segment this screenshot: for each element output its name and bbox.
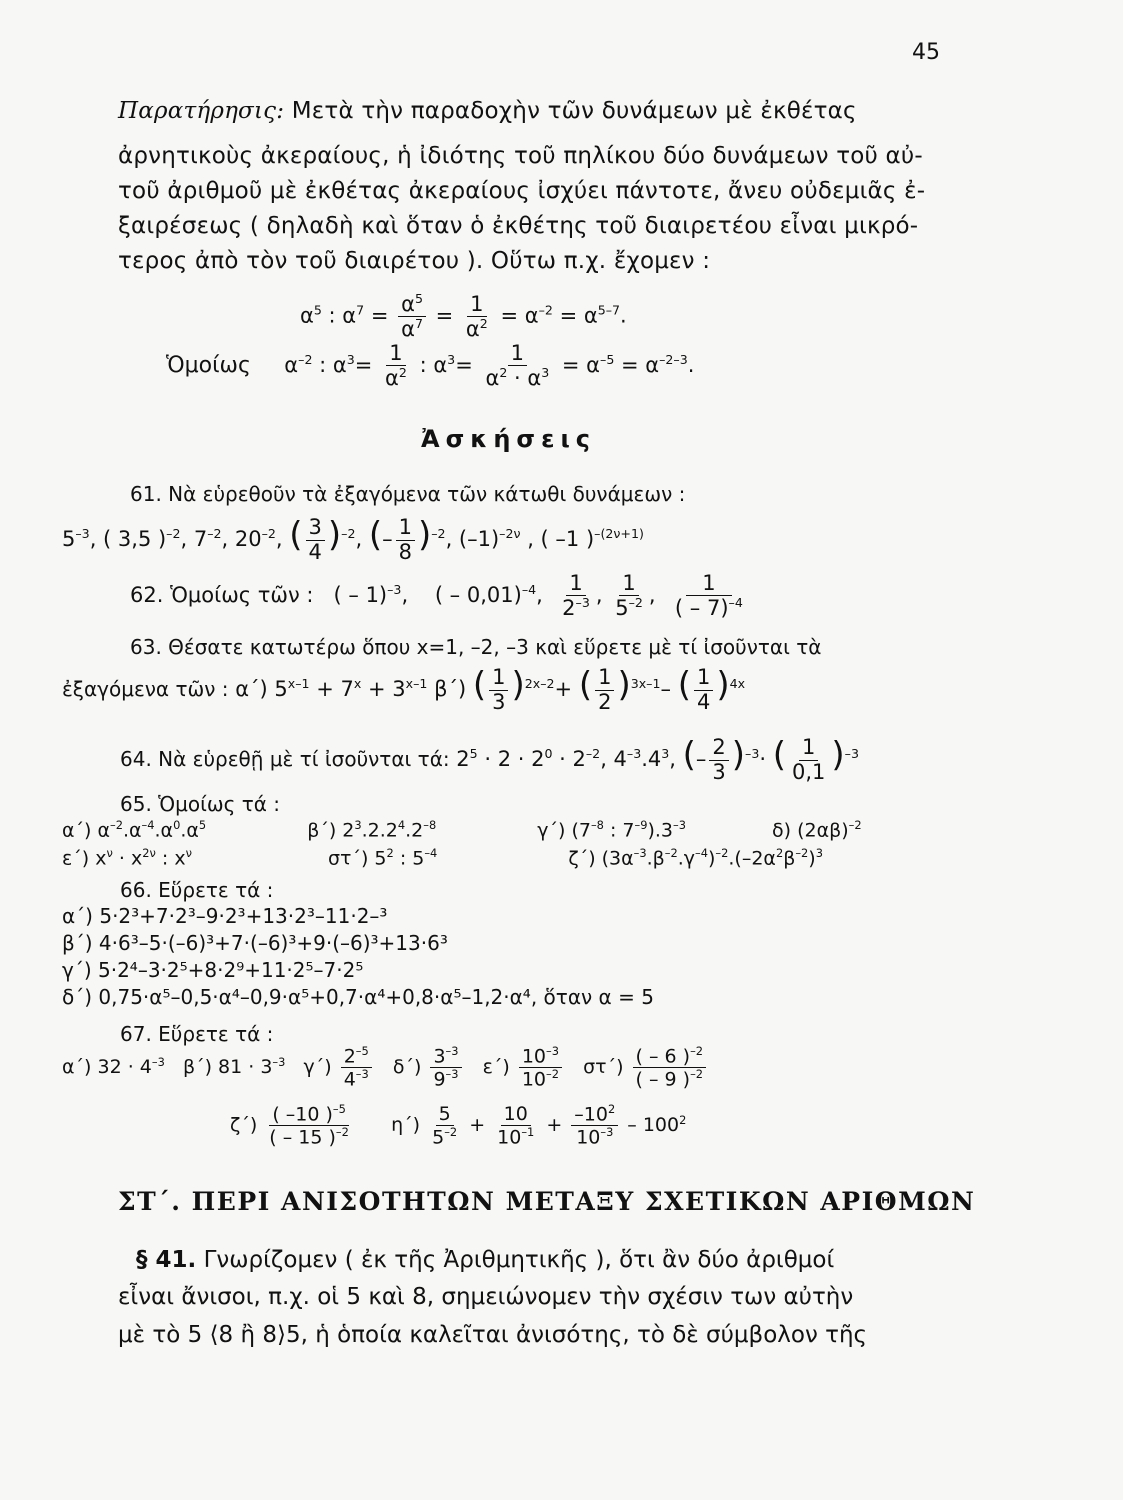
page-number: 45: [912, 40, 940, 65]
exercise-63: 63. Θέσατε κατωτέρω ὅπου x=1, –2, –3 καὶ εὕρετε μὲ τί ἰσοῦνται τὰ: [130, 635, 822, 659]
exercise-67: 67. Εὕρετε τά :: [120, 1022, 274, 1046]
remark-label: Παρατήρησις:: [118, 98, 285, 124]
exercise-62-label: 62. Ὁμοίως τῶν :: [130, 583, 314, 608]
intro-line-5: τερος ἀπὸ τὸν τοῦ διαιρέτου ). Οὕτω π.χ. ἔχομεν :: [118, 248, 711, 274]
exercise-67-row-2: ζ΄) $\frac{( -10 )^{-5}}{( - 15 )^{-2}}$ η΄) $\frac{5}{5^{-2}}$ + $\frac{10}{10^{-1}}$ + $\frac{-10^2}{10^{-3}}$ – $100^2$: [230, 1102, 687, 1149]
exercise-61: 61. Νὰ εὑρεθοῦν τὰ ἐξαγόμενα τῶν κάτωθι δυνάμεων :: [130, 482, 686, 506]
formula-quotient-2: Ὁμοίως $\alpha^{-2}$ : $\alpha^3=$ $\frac{1}{\alpha^2}$ : $\alpha^3=$ $\frac{1}{\alpha^2 \cdot \alpha^3}$ = $\alpha^{-5} = \alpha^{-2-3}$.: [166, 341, 695, 391]
exercise-62: 62. Ὁμοίως τῶν : ( – 1)$^{-3}$, ( – 0,01)$^{-4}$, $\frac{1}{2^{-3}}$ , $\frac{1}{5^{-2}}$ , $\frac{1}{( - 7)^{-4}}$: [130, 571, 743, 621]
exercise-67-row-1: α΄) $32 \cdot 4^{-3}$ β΄) $81 \cdot 3^{-3}$ γ΄) $\frac{2^{-5}}{4^{-3}}$ δ΄) $\frac{3^{-3}}{9^{-3}}$ ε΄) $\frac{10^{-3}}{10^{-2}}$ στ΄) $\frac{( - 6 )^{-2}}{( - 9 )^{-2}}$: [62, 1045, 709, 1090]
intro-line-2: ἀρνητικοὺς ἀκεραίους, ἡ ἰδιότης τοῦ πηλίκου δύο δυνάμεων τοῦ αὐ-: [118, 143, 923, 169]
exercise-65-row-1: α΄) $\alpha^{-2}.\alpha^{-4}.\alpha^0.\alpha^5$ β΄) $2^3.2.2^4.2^{-8}$ γ΄) ($7^{-8}$ : $7^{-9}).3^{-3}$ δ) $(2\alpha\beta)^{-2}$: [62, 818, 862, 842]
intro-text-1: Μετὰ τὴν παραδοχὴν τῶν δυνάμεων μὲ ἐκθέτας: [291, 98, 857, 124]
exercise-63-continued: ἐξαγόμενα τῶν :: [62, 677, 229, 701]
intro-line-4: ξαιρέσεως ( δηλαδὴ καὶ ὅταν ὁ ἐκθέτης τοῦ διαιρετέου εἶναι μικρό-: [118, 213, 919, 239]
intro-line-3: τοῦ ἀριθμοῦ μὲ ἐκθέτας ἀκεραίους ἰσχύει πάντοτε, ἄνευ οὐδεμιᾶς ἐ-: [118, 178, 926, 204]
exercise-66: 66. Εὕρετε τά :: [120, 878, 274, 902]
exercise-64-label: 64. Νὰ εὑρεθῇ μὲ τί ἰσοῦνται τά:: [120, 747, 450, 771]
exercise-61-items: $5^{-3}$, ( 3,5 )$^{-2}$, $7^{-2}$, $20^{-2}$, ( $\frac{3}{4}$ )$^{-2}$, (– $\frac{1}{8}$ )$^{-2}$, $(-1)^{-2\nu}$ , ( –1 )$^{-(2\nu+1)}$: [62, 515, 644, 564]
exercise-66-c: γ΄) 5·2⁴–3·2⁵+8·2⁹+11·2⁵–7·2⁵: [62, 958, 364, 982]
section-line-2: εἶναι ἄνισοι, π.χ. οἱ 5 καὶ 8, σημειώνομεν τὴν σχέσιν των αὐτὴν: [118, 1284, 854, 1310]
section-line-1: [136, 1247, 834, 1273]
exercise-66-b: β΄) 4·6³–5·(–6)³+7·(–6)³+9·(–6)³+13·6³: [62, 931, 448, 955]
formula-quotient-1: $\alpha^5$ : $\alpha^7$ = $\frac{\alpha^5}{\alpha^7}$ = $\frac{1}{\alpha^2}$ = $\alpha^{-2} = \alpha^{5-7}$.: [300, 291, 627, 342]
exercise-64: 64. Νὰ εὑρεθῇ μὲ τί ἰσοῦνται τά: $2^5 \cdot 2 \cdot 2^0 \cdot 2^{-2}$, $4^{-3}.4^3$, (– $\frac{2}{3}$ )$^{-3}$· ( $\frac{1}{0,1}$ )$^{-3}$: [120, 735, 859, 784]
section-title: ΣΤ΄. ΠΕΡΙ ΑΝΙΣΟΤΗΤΩΝ ΜΕΤΑΞΥ ΣΧΕΤΙΚΩΝ ΑΡΙΘΜΩΝ: [118, 1187, 976, 1216]
exercises-heading: Ἀσκήσεις: [421, 425, 597, 453]
similarly-label: Ὁμοίως: [166, 353, 251, 379]
exercise-66-d: δ΄) 0,75·α⁵–0,5·α⁴–0,9·α⁵+0,7·α⁴+0,8·α⁵–1,2·α⁴, ὅταν α = 5: [62, 985, 654, 1009]
section-line-3: μὲ τὸ 5 ⟨8 ἢ 8⟩5, ἡ ὁποία καλεῖται ἀνισότης, τὸ δὲ σύμβολον τῆς: [118, 1322, 868, 1348]
paragraph-mark: § 41.: [136, 1247, 197, 1273]
exercise-63-items: ἐξαγόμενα τῶν : α΄) $5^{x-1} + 7^x + 3^{x-1}$ β΄) ( $\frac{1}{3}$ )$^{2x-2}$+ ( $\frac{1}{2}$ )$^{3x-1}$– ( $\frac{1}{4}$ )$^{4x}$: [62, 665, 746, 714]
exercise-65: 65. Ὁμοίως τά :: [120, 792, 281, 816]
section-text-1: Γνωρίζομεν ( ἐκ τῆς Ἀριθμητικῆς ), ὅτι ἂν δύο ἀριθμοί: [203, 1247, 835, 1273]
intro-line-1: [118, 100, 938, 123]
exercise-66-a: α΄) 5·2³+7·2³–9·2³+13·2³–11·2–³: [62, 904, 388, 928]
exercise-65-row-2: ε΄) $x^\nu \cdot x^{2\nu}$ : $x^\nu$ στ΄) $5^2$ : $5^{-4}$ ζ΄) $(3\alpha^{-3}.\beta^{-2}.\gamma^{-4})^{-2}.(-2\alpha^2\beta^{-2})^3$: [62, 846, 823, 870]
